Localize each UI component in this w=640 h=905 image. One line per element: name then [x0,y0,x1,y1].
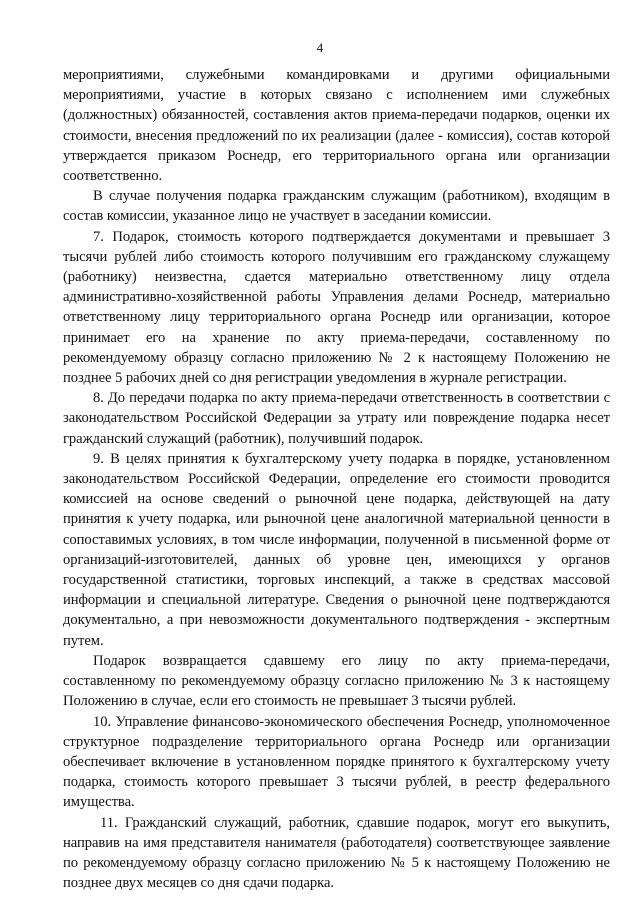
page-number: 4 [316,40,324,55]
paragraph-item-8: 8. До передачи подарка по акту приема-передачи ответственность в соответствии с законодательством Российской Федерации за утрату или повреждение подарка несет гражданский служащий (работник), получивший подарок. [63,390,610,447]
paragraph-item-9: 9. В целях принятия к бухгалтерскому учету подарка в порядке, установленном законодательством Российской Федерации, определение его стоимости проводится комиссией на основе сведений о рыночной цене подарка, действующей на дату принятия к учету подарка, или рыночной цене аналогичной материальной ценности в сопоставимых условиях, в том числе информации, полученной в письменной форме от организаций-изготовителей, данных об уровне цен, имеющихся у органов государственной статистики, торговых инспекций, а также в средствах массовой информации и специальной литературе. Сведения о рыночной цене подтверждаются документально, а при невозможности документального подтверждения - экспертным путем. [63,450,610,649]
paragraph-item-11: 11. Гражданский служащий, работник, сдавшие подарок, могут его выкупить, направив на имя представителя нанимателя (работодателя) соответствующее заявление по рекомендуемому образцу согласно приложению № 5 к настоящему Положению не позднее двух месяцев со дня сдачи подарка. [63,814,610,892]
paragraph-gift-return: Подарок возвращается сдавшему его лицу по акту приема-передачи, составленному по рекомендуемому образцу согласно приложению № 3 к настоящему Положению в случае, если его стоимость не превышает 3 тысячи рублей. [63,652,610,710]
paragraph-commission-continued: мероприятиями, служебными командировками и другими официальными мероприятиями, участие в которых связано с исполнением ими служебных (должностных) обязанностей, составления актов приема-передачи подарков, оценки их стоимости, внесения предложений по их реализации (далее - комиссия), состав которой утверждается приказом Роснедр, его территориального органа или организации соответственно. [63,67,610,185]
paragraph-item-7: 7. Подарок, стоимость которого подтверждается документами и превышает 3 тысячи рублей либо стоимость которого получившим его гражданскому служащему (работнику) неизвестна, сдается материально ответственному лицу отдела административно-хозяйственной работы Управления делами Роснедр, материально ответственному лицу территориального органа Роснедр или организации, которое принимает его на хранение по акту приема-передачи, составленному по рекомендуемому образцу согласно приложению № 2 к настоящему Положению не позднее 5 рабочих дней со дня регистрации уведомления в журнале регистрации. [63,228,610,387]
document-body [63,65,610,893]
paragraph-item-10: 10. Управление финансово-экономического обеспечения Роснедр, уполномоченное структурное подразделение территориального органа Роснедр или организации обеспечивает включение в установленном порядке принятого к бухгалтерскому учету подарка, стоимость которого превышает 3 тысячи рублей, в реестр федерального имущества. [63,713,610,811]
paragraph-commission-member: В случае получения подарка гражданским служащим (работником), входящим в состав комиссии, указанное лицо не участвует в заседании комиссии. [63,188,610,225]
